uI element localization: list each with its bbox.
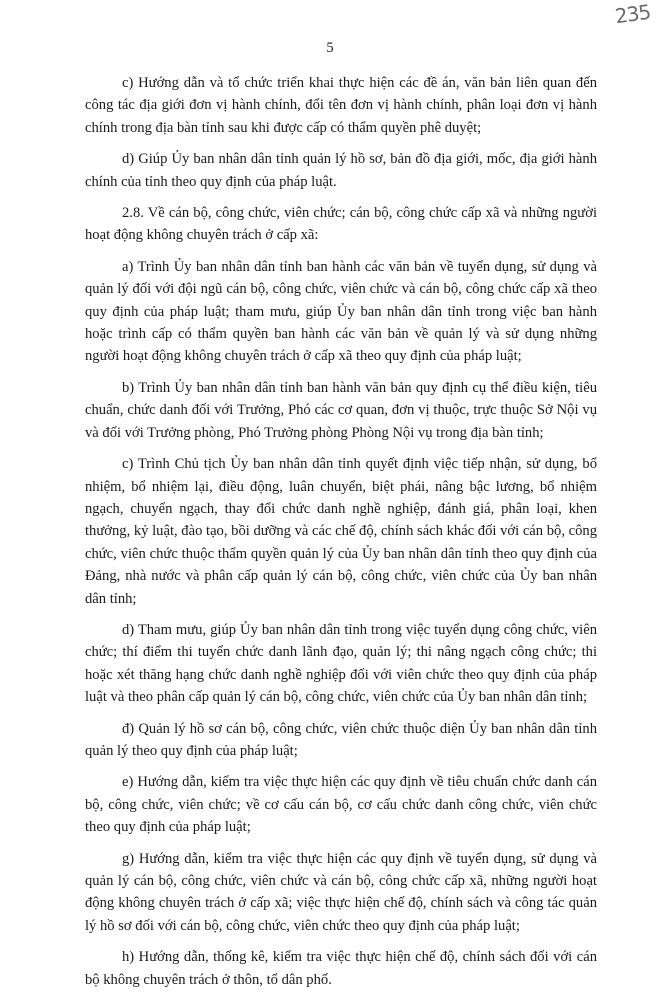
paragraph-c-personnel-decisions: c) Trình Chủ tịch Ủy ban nhân dân tỉnh quyết định việc tiếp nhận, sử dụng, bổ nhiệm, bổ nhiệm lại, điều động, luân chuyển, biệt phái, nâng bậc lương, bổ nhiệm ngạch, chuyển ngạch, thay đổi chức danh nghề nghiệp, đánh giá, phân loại, khen thưởng, kỷ luật, đào tạo, bồi dưỡng và các chế độ, chính sách khác đối với cán bộ, công chức, viên chức thuộc thẩm quyền quản lý của Ủy ban nhân dân tỉnh theo quy định của Đảng, nhà nước và phân cấp quản lý cán bộ, công chức, viên chức của Ủy ban nhân dân tỉnh; [85, 456, 597, 607]
paragraph-dd-records-management: đ) Quản lý hồ sơ cán bộ, công chức, viên chức thuộc diện Ủy ban nhân dân tỉnh quản lý theo quy định của pháp luật; [85, 720, 597, 759]
paragraph-c-boundary-projects: c) Hướng dẫn và tổ chức triển khai thực hiện các đề án, văn bản liên quan đến công tác địa giới đơn vị hành chính, đổi tên đơn vị hành chính, phân loại đơn vị hành chính trong địa bàn tỉnh sau khi được cấp có thẩm quyền phê duyệt; [85, 75, 597, 136]
paragraph-h-village-staff-policy: h) Hướng dẫn, thống kê, kiểm tra việc thực hiện chế độ, chính sách đối với cán bộ không chuyên trách ở thôn, tổ dân phố. [85, 949, 597, 988]
paragraph-g-inspection-recruitment: g) Hướng dẫn, kiểm tra việc thực hiện các quy định về tuyển dụng, sử dụng và quản lý cán bộ, công chức, viên chức và cán bộ, công chức cấp xã, những người hoạt động không chuyên trách ở cấp xã; việc thực hiện chế độ, chính sách và công tác quản lý hồ sơ đối với cán bộ, công chức, viên chức theo quy định của pháp luật; [85, 850, 597, 934]
handwritten-page-mark: 235 [613, 0, 652, 29]
document-body [85, 72, 597, 1000]
paragraph-b-leadership-criteria: b) Trình Ủy ban nhân dân tỉnh ban hành văn bản quy định cụ thể điều kiện, tiêu chuẩn, chức danh đối với Trưởng, Phó các cơ quan, đơn vị thuộc, trực thuộc Sở Nội vụ và đối với Trưởng phòng, Phó Trưởng phòng Phòng Nội vụ trong địa bàn tỉnh; [85, 379, 597, 441]
section-2-8-heading: 2.8. Về cán bộ, công chức, viên chức; cán bộ, công chức cấp xã và những người hoạt động không chuyên trách ở cấp xã: [85, 205, 597, 244]
paragraph-e-title-standards: e) Hướng dẫn, kiểm tra việc thực hiện các quy định về tiêu chuẩn chức danh cán bộ, công chức, viên chức; về cơ cấu cán bộ, cơ cấu chức danh công chức, viên chức theo quy định của pháp luật; [85, 774, 597, 836]
page-number: 5 [326, 40, 334, 56]
paragraph-d-civil-servant-recruitment: d) Tham mưu, giúp Ủy ban nhân dân tỉnh trong việc tuyển dụng công chức, viên chức; thí điểm thi tuyển chức danh lãnh đạo, quản lý; thi nâng ngạch công chức; thi hoặc xét thăng hạng chức danh nghề nghiệp đối với viên chức theo quy định của pháp luật và theo phân cấp quản lý cán bộ, công chức, viên chức của Ủy ban nhân dân tỉnh; [85, 621, 597, 706]
paragraph-a-recruitment-documents: a) Trình Ủy ban nhân dân tỉnh ban hành các văn bản về tuyển dụng, sử dụng và quản lý đối với đội ngũ cán bộ, công chức, viên chức và cán bộ, công chức cấp xã theo quy định của pháp luật; tham mưu, giúp Ủy ban nhân dân tỉnh trong việc ban hành hoặc trình cấp có thẩm quyền ban hành các văn bản về quản lý và sử dụng những người hoạt động không chuyên trách ở cấp xã theo quy định của pháp luật; [85, 258, 597, 365]
paragraph-d-boundary-records: d) Giúp Ủy ban nhân dân tỉnh quản lý hồ sơ, bản đồ địa giới, mốc, địa giới hành chính của tỉnh theo quy định của pháp luật. [85, 151, 597, 190]
